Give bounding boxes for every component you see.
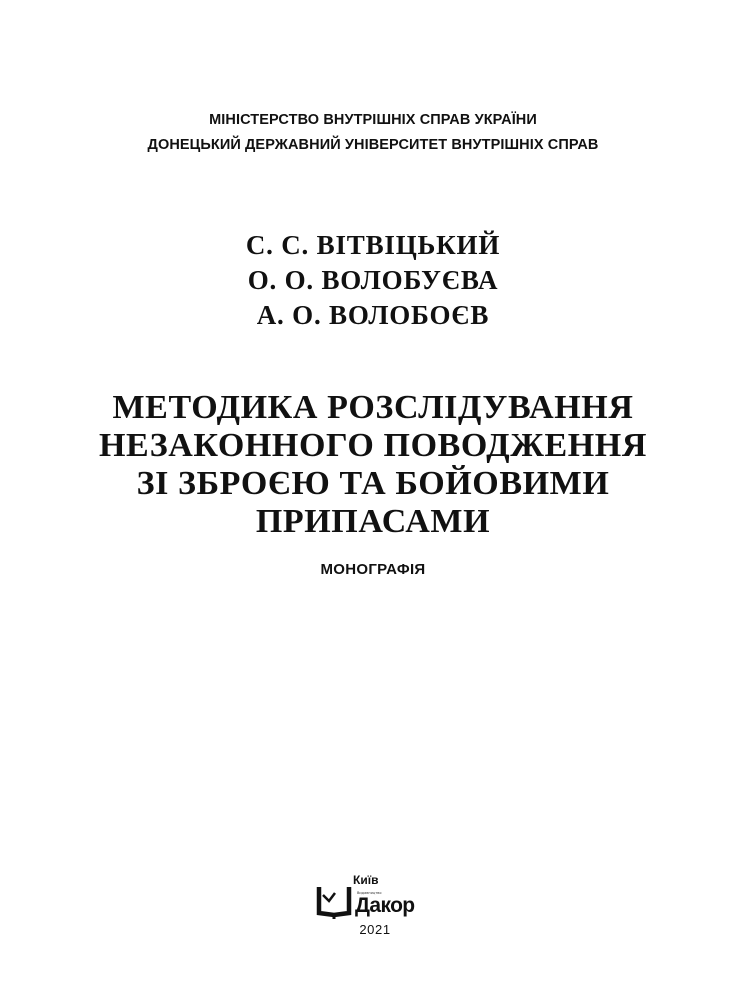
- book-title: [0, 389, 746, 541]
- book-title-line: МЕТОДИКА РОЗСЛІДУВАННЯ: [112, 389, 634, 426]
- authors-block: [0, 228, 746, 333]
- book-genre: МОНОГРАФІЯ: [320, 561, 426, 578]
- book-title-line: ЗІ ЗБРОЄЮ ТА БОЙОВИМИ: [136, 465, 610, 502]
- author-name: А. О. ВОЛОБОЄВ: [256, 300, 490, 330]
- publisher-tagline: Видавництво: [357, 891, 382, 895]
- publication-year: 2021: [359, 922, 391, 937]
- publisher-city: Київ: [353, 873, 379, 887]
- author-name: О. О. ВОЛОБУЄВА: [247, 265, 499, 295]
- ministry-name: МІНІСТЕРСТВО ВНУТРІШНІХ СПРАВ УКРАЇНИ: [209, 112, 537, 128]
- publisher-name: Дакор: [355, 894, 415, 917]
- university-name: ДОНЕЦЬКИЙ ДЕРЖАВНИЙ УНІВЕРСИТЕТ ВНУТРІШНІХ СПРАВ: [147, 137, 599, 153]
- book-title-line: ПРИПАСАМИ: [255, 503, 491, 540]
- author-name: С. С. ВІТВІЦЬКИЙ: [245, 230, 501, 260]
- book-title-line: НЕЗАКОННОГО ПОВОДЖЕННЯ: [98, 427, 648, 464]
- open-book-logo-icon: [313, 881, 355, 921]
- institution-block: [0, 108, 746, 158]
- publisher-imprint: [313, 873, 433, 943]
